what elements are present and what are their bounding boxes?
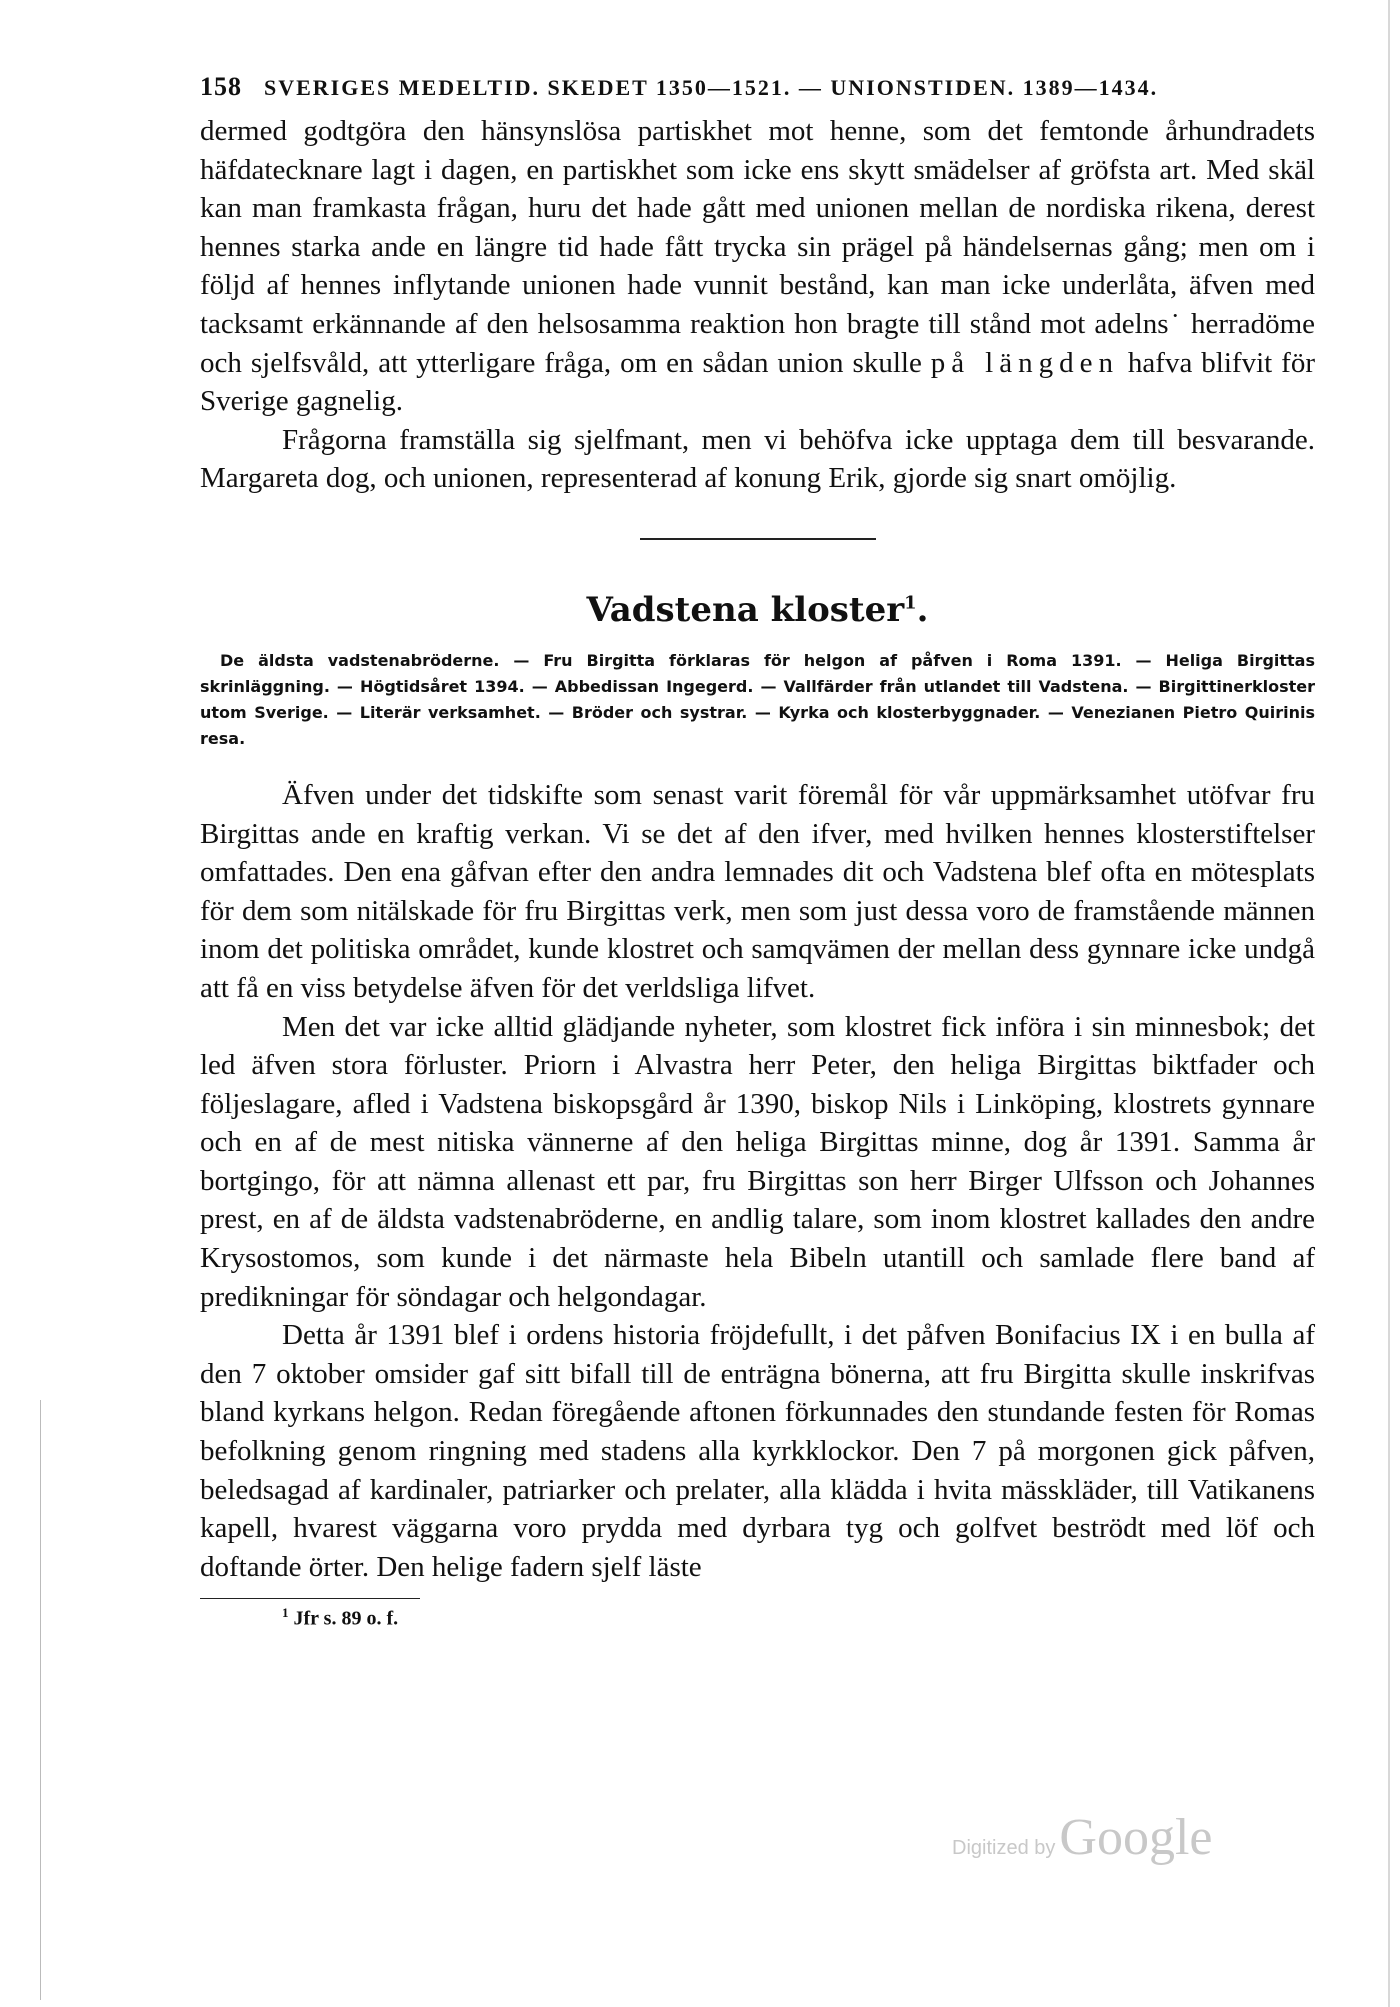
section-body <box>200 776 1315 1586</box>
paragraph-1-text-b: hafva blifvit för Sverige gagnelig. <box>200 346 1315 418</box>
paragraph-5: Detta år 1391 blef i ordens historia fröjdefullt, i det påfven Bonifacius IX i en bulla af den 7 oktober omsider gaf sitt bifall till de enträgna bönerna, att fru Birgitta skulle inskrifvas bland kyrkans helgon. Redan föregående aftonen förkunnades den stundande festen för Romas befolkning genom ringning med stadens alla kyrkklockor. Den 7 på morgonen gick påfven, beledsagad af kardinaler, patriarker och prelater, alla klädda i hvita mässkläder, till Vatikanens kapell, hvarest väggarna voro prydda med dyrbara tyg och golfvet beströdt med löf och doftande örter. Den helige fadern sjelf läste <box>200 1319 1315 1583</box>
watermark-small-text: Digitized by <box>952 1837 1056 1859</box>
watermark-google-logo: Google <box>1059 1809 1213 1866</box>
section-synopsis: De äldsta vadstenabröderne. — Fru Birgitta förklaras för helgon af påfven i Roma 1391. — Heliga Birgittas skrinläggning. — Högtidsåret 1394. — Abbedissan Ingegerd. — Vallfärder från utlandet till Vadstena. — Birgittinerkloster utom Sverige. — Literär verksamhet. — Bröder och systrar. — Kyrka och klosterbyggnader. — Venezianen Pietro Quirinis resa. <box>200 650 1315 748</box>
section-divider <box>640 538 876 540</box>
section-title-text: Vadstena kloster <box>586 589 905 630</box>
page <box>200 72 1315 1631</box>
section-title: Vadstena kloster$^1$. <box>586 589 929 630</box>
page-number: 158 <box>200 72 242 101</box>
footnote <box>282 1605 1315 1631</box>
paragraph-2: Frågorna framställa sig sjelfmant, men vi behöfva icke upptaga dem till besvarande. Margareta dog, och unionen, representerad af konung Erik, gjorde sig snart omöjlig. <box>200 423 1315 495</box>
section-note-ref: 1 <box>904 592 917 614</box>
running-head-text: SVERIGES MEDELTID. SKEDET 1350—1521. — UNIONSTIDEN. 1389—1434. <box>264 75 1159 100</box>
paragraph-1-text-a: dermed godtgöra den hänsynslösa partiskhet mot henne, som det femtonde århundradets häfdatecknare lagt i dagen, en partiskhet som icke ens skytt smädelser af gröfsta art. Med skäl kan man framkasta frågan, huru det hade gått med unionen mellan de nordiska rikena, derest hennes starka ande en längre tid hade fått trycka sin prägel på händelsernas gång; men om i följd af hennes inflytande unionen hade vunnit bestånd, kan man icke underlåta, äfven med tacksamt erkännande af den helsosamma reaktion hon bragte till stånd mot adelns˙ herradöme och sjelfsvåld, att ytterligare fråga, om en sådan union skulle <box>200 115 1315 379</box>
footnote-text: Jfr s. 89 o. f. <box>293 1608 399 1631</box>
page-edge-line <box>1388 0 1390 2007</box>
paragraph-1-spaced: på längden <box>930 346 1119 379</box>
paragraph-4: Men det var icke alltid glädjande nyheter, som klostret fick införa i sin minnesbok; det led äfven stora förluster. Priorn i Alvastra herr Peter, den heliga Birgittas biktfader och följeslagare, afled i Vadstena biskopsgård år 1390, biskop Nils i Linköping, klostrets gynnare och en af de mest nitiska vännerne af den heliga Birgittas minne, dog år 1391. Samma år bortgingo, för att nämna allenast ett par, fru Birgittas son herr Birger Ulfsson och Johannes prest, en af de äldsta vadstenabröderne, en andlig talare, som inom klostret kallades den andre Krysostomos, som kunde i det närmaste hela Bibeln utantill och samlade flere band af predikningar för söndagar och helgondagar. <box>200 1010 1315 1313</box>
paragraph-3: Äfven under det tidskifte som senast varit föremål för vår uppmärksamhet utöfvar fru Birgittas ande en kraftig verkan. Vi se det af den ifver, med hvilken hennes klosterstiftelser omfattades. Den ena gåfvan efter den andra lemnades dit och Vadstena blef ofta en mötesplats för dem som nitälskade för fru Birgittas verk, men som just dessa voro de framstående männen inom det politiska området, kunde klostret och samqvämen der mellan dess gynnare icke undgå att få en viss betydelse äfven för det verldsliga lifvet. <box>200 778 1315 1004</box>
running-head <box>200 72 1315 112</box>
footnote-marker: 1 <box>282 1605 289 1621</box>
paragraph-1 <box>200 112 1315 421</box>
margin-scan-line <box>40 1400 41 2000</box>
footnote-rule <box>200 1598 420 1599</box>
digitized-watermark <box>952 1808 1212 1867</box>
